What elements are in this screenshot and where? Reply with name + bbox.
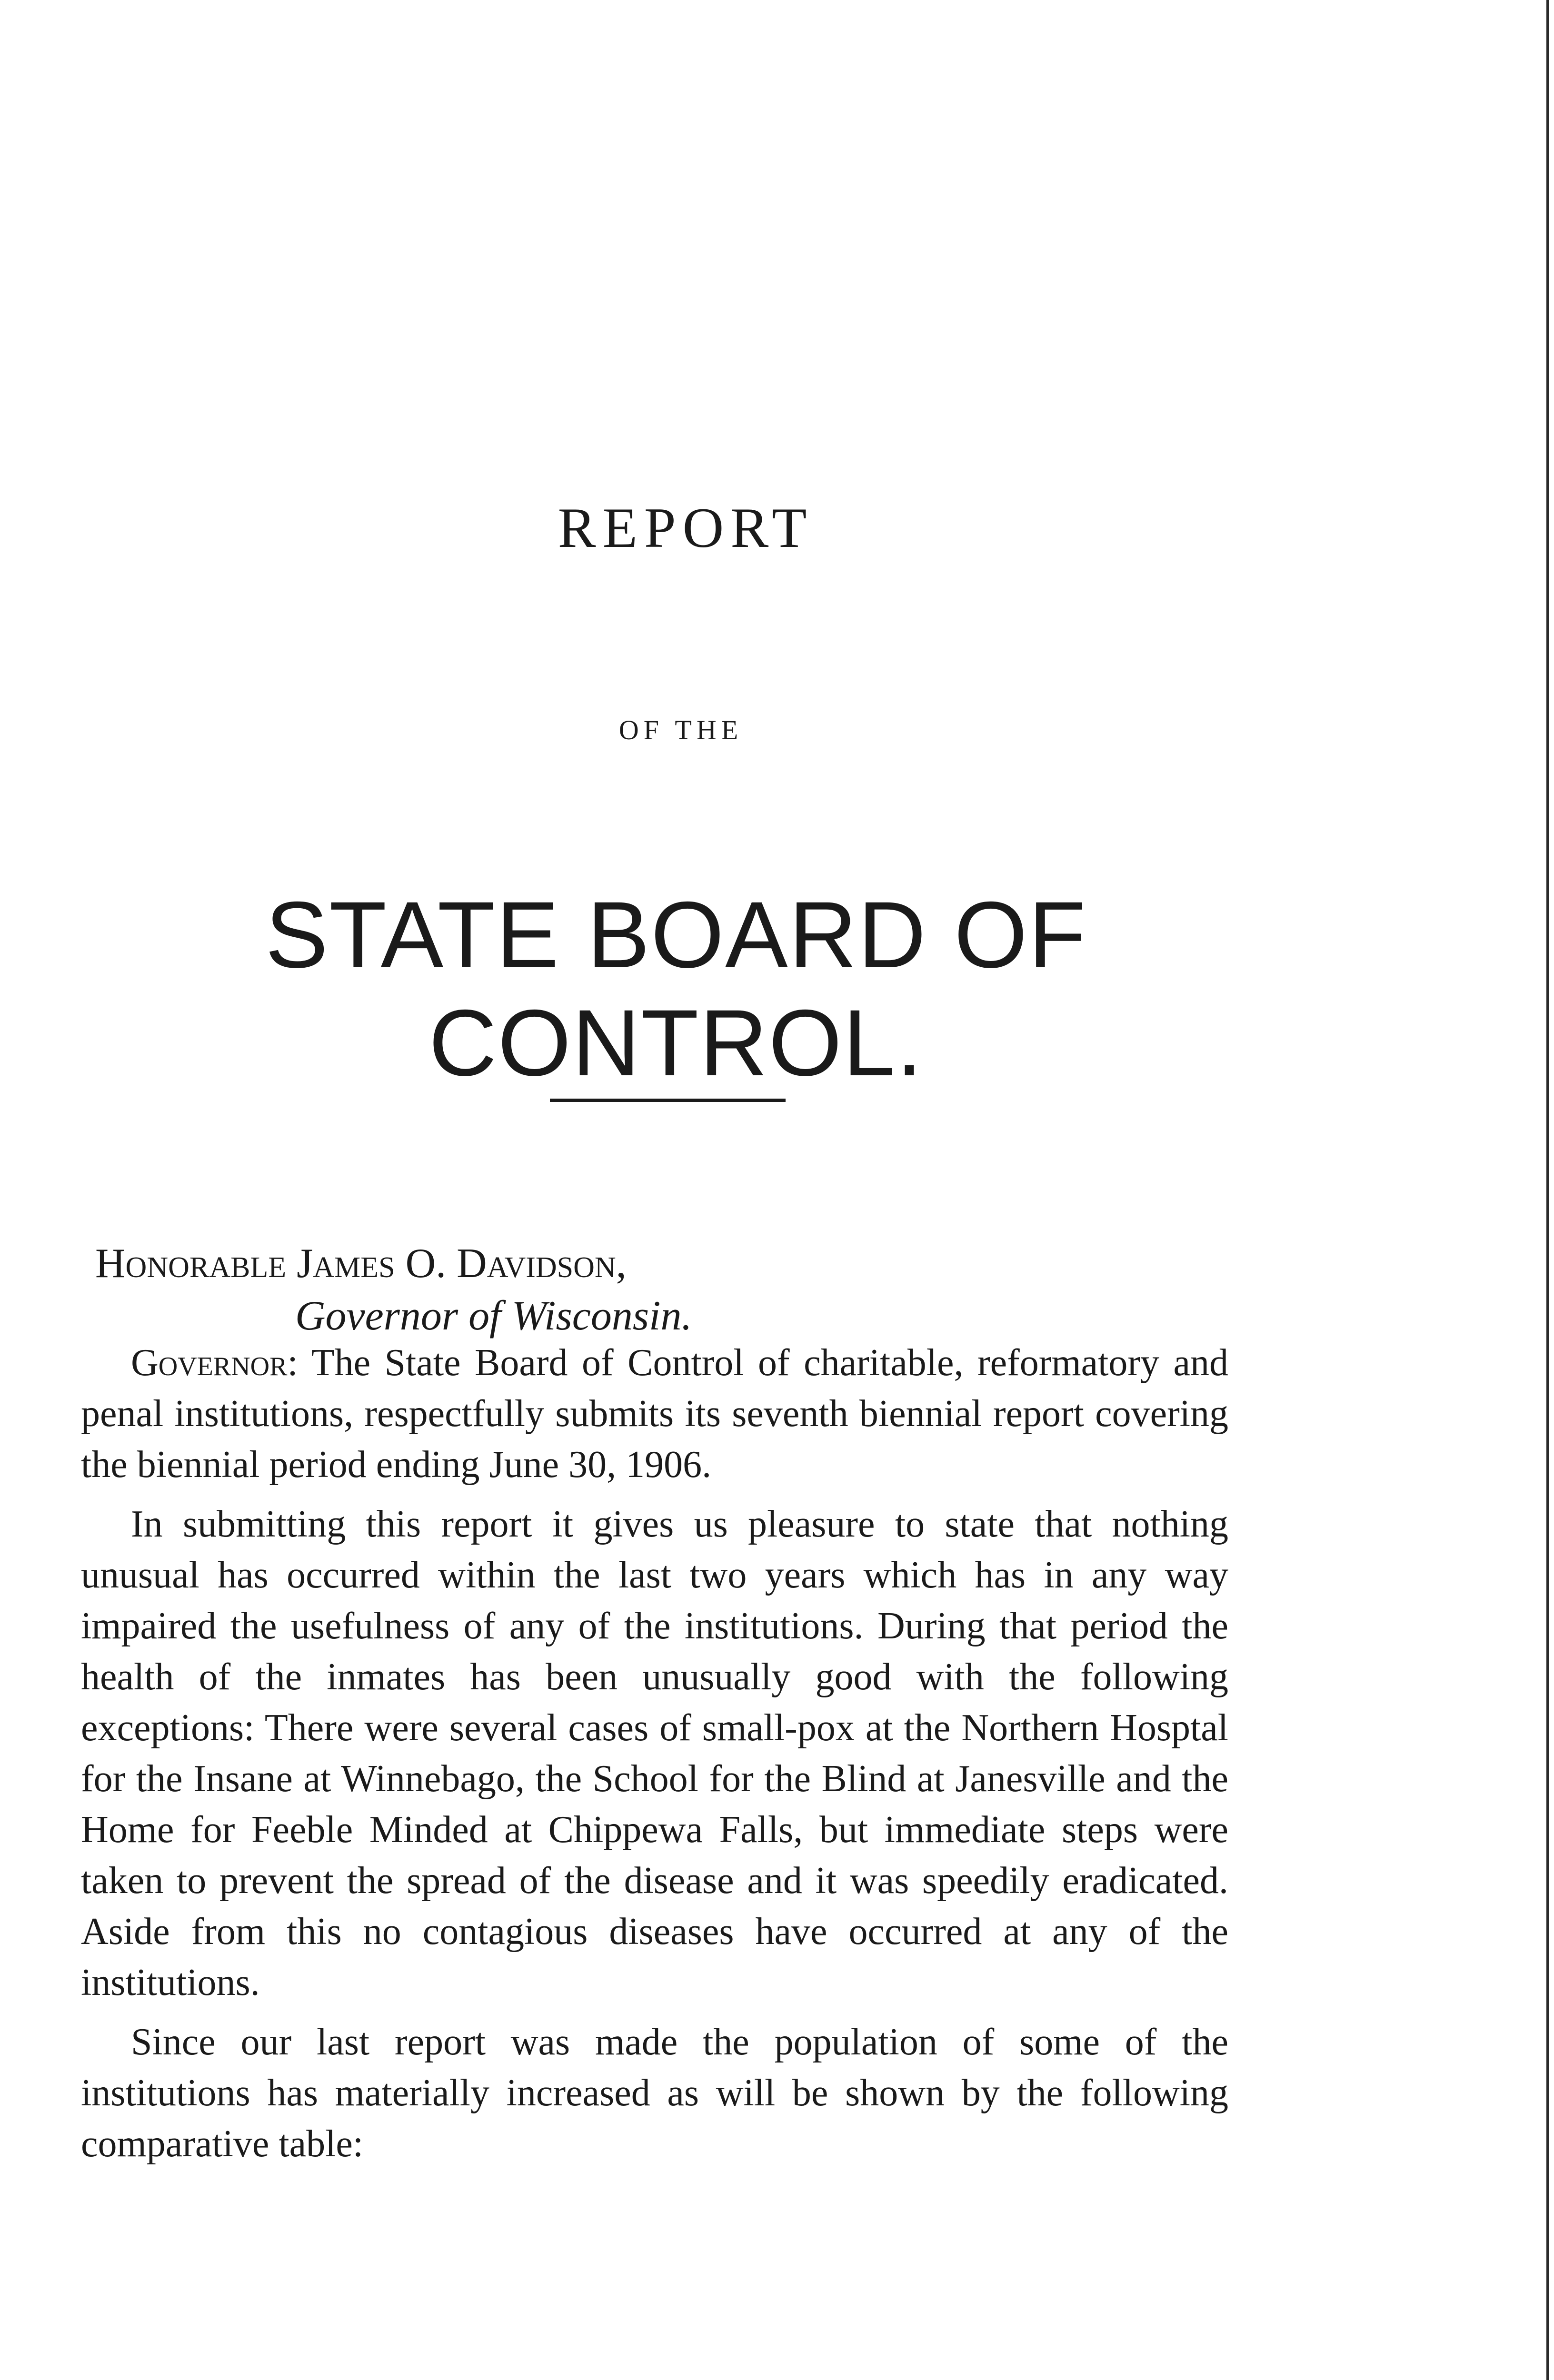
- addressee-name: Honorable James O. Davidson,: [95, 1240, 627, 1287]
- paragraph-text: Since our last report was made the population of some of the institutions has materially increased as will be shown by the following comparative table:: [81, 2021, 1228, 2165]
- page-edge-border: [1546, 0, 1549, 2380]
- addressee-title: Governor of Wisconsin.: [295, 1293, 692, 1339]
- paragraph-population: [81, 2017, 1228, 2170]
- paragraph-intro: [81, 1338, 1228, 1490]
- paragraph-lead: Governor:: [131, 1342, 298, 1384]
- section-divider-rule: [550, 1099, 786, 1102]
- report-body: [81, 1338, 1228, 2178]
- paragraph-health: [81, 1499, 1228, 2008]
- paragraph-text: In submitting this report it gives us pleasure to state that nothing unusual has occurred within the last two years which has in any way impaired the usefulness of any of the institutions. During that period the health of the inmates has been unusually good with the following exceptions: There were several cases of small-pox at the Northern Hosptal for the Insane at Winnebago, the School for the Blind at Janesville and the Home for Feeble Minded at Chippewa Falls, but immediate steps were taken to prevent the spread of the disease and it was speedily eradicated. Aside from this no contagious diseases have occurred at any of the institutions.: [81, 1503, 1228, 2003]
- of-the-heading: OF THE: [618, 714, 743, 745]
- board-title-heading: STATE BOARD OF CONTROL.: [265, 882, 1087, 1095]
- report-heading: REPORT: [558, 496, 814, 559]
- paragraph-text: The State Board of Control of charitable, reformatory and penal institutions, respectfully submits its seventh biennial report covering the biennial period ending June 30, 1906.: [81, 1342, 1228, 1486]
